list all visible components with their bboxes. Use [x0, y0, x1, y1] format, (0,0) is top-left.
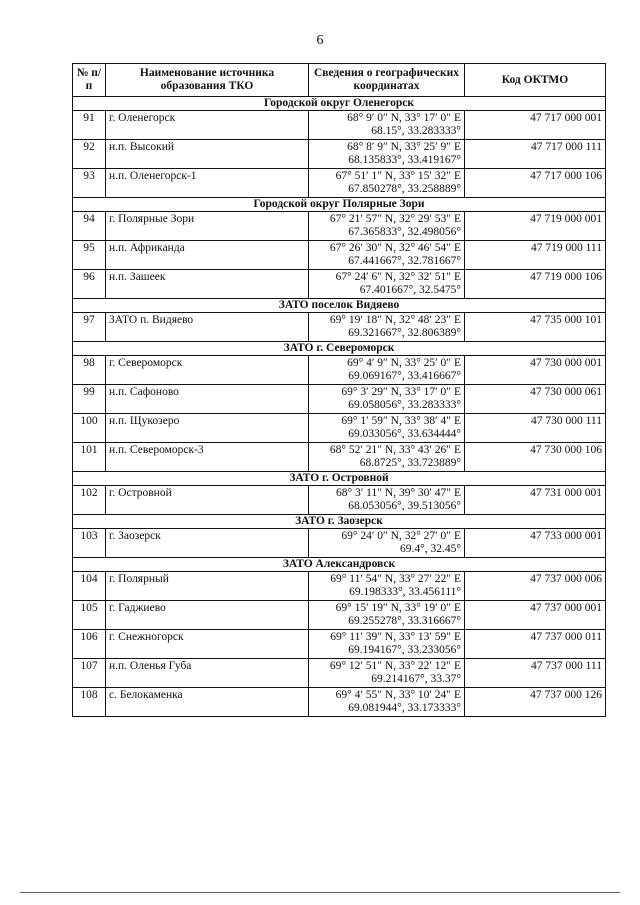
- oktmo-code: 47 719 000 106: [465, 270, 606, 299]
- row-number: 107: [73, 659, 106, 688]
- source-name: г. Полярные Зори: [106, 212, 309, 241]
- oktmo-code: 47 717 000 111: [465, 140, 606, 169]
- oktmo-code: 47 719 000 001: [465, 212, 606, 241]
- row-number: 108: [73, 688, 106, 717]
- coordinates-cell: [309, 356, 465, 385]
- coordinates-cell: [309, 572, 465, 601]
- row-number: 103: [73, 529, 106, 558]
- coordinates-decimal: 68.053056°, 39.513056°: [348, 500, 461, 512]
- row-number: 99: [73, 385, 106, 414]
- source-name: г. Островной: [106, 486, 309, 515]
- oktmo-code: 47 731 000 001: [465, 486, 606, 515]
- coordinates-dms: 69° 11′ 39″ N, 33° 13′ 59″ E: [330, 631, 461, 643]
- coordinates-cell: [309, 111, 465, 140]
- coordinates-dms: 69° 4′ 9″ N, 33° 25′ 0″ E: [347, 357, 461, 369]
- group-row: [73, 342, 606, 356]
- oktmo-code: 47 717 000 106: [465, 169, 606, 198]
- group-row: [73, 198, 606, 212]
- coordinates-cell: [309, 313, 465, 342]
- table-header-row: [73, 64, 606, 97]
- coordinates-decimal: 67.441667°, 32.781667°: [348, 255, 461, 267]
- source-name: н.п. Оленегорск-1: [106, 169, 309, 198]
- coordinates-cell: [309, 212, 465, 241]
- header-oktmo: Код ОКТМО: [465, 64, 606, 97]
- bottom-scan-line: [20, 892, 620, 893]
- group-title: ЗАТО поселок Видяево: [73, 299, 606, 313]
- group-row: [73, 472, 606, 486]
- row-number: 96: [73, 270, 106, 299]
- table-row: [73, 529, 606, 558]
- row-number: 92: [73, 140, 106, 169]
- header-name: Наименование источника образования ТКО: [106, 64, 309, 97]
- coordinates-dms: 69° 11′ 54″ N, 33° 27′ 22″ E: [330, 573, 461, 585]
- coordinates-decimal: 68.135833°, 33.419167°: [348, 154, 461, 166]
- coordinates-dms: 69° 12′ 51″ N, 33° 22′ 12″ E: [329, 660, 461, 672]
- group-title: ЗАТО г. Островной: [73, 472, 606, 486]
- table-row: [73, 486, 606, 515]
- oktmo-code: 47 737 000 126: [465, 688, 606, 717]
- row-number: 100: [73, 414, 106, 443]
- row-number: 98: [73, 356, 106, 385]
- coordinates-cell: [309, 443, 465, 472]
- coordinates-decimal: 69.321667°, 32.806389°: [348, 327, 461, 339]
- coordinates-dms: 67° 21′ 57″ N, 32° 29′ 53″ E: [329, 213, 461, 225]
- coordinates-cell: [309, 486, 465, 515]
- oktmo-code: 47 730 000 001: [465, 356, 606, 385]
- table-row: [73, 385, 606, 414]
- group-row: [73, 558, 606, 572]
- coordinates-cell: [309, 385, 465, 414]
- coordinates-decimal: 69.069167°, 33.416667°: [348, 370, 461, 382]
- row-number: 95: [73, 241, 106, 270]
- coordinates-cell: [309, 630, 465, 659]
- source-name: г. Оленегорск: [106, 111, 309, 140]
- coordinates-dms: 69° 24′ 0″ N, 32° 27′ 0″ E: [341, 530, 461, 542]
- source-name: н.п. Зашеек: [106, 270, 309, 299]
- source-name: н.п. Щукозеро: [106, 414, 309, 443]
- oktmo-code: 47 737 000 011: [465, 630, 606, 659]
- oktmo-code: 47 737 000 006: [465, 572, 606, 601]
- header-num: № п/п: [73, 64, 106, 97]
- source-name: г. Заозерск: [106, 529, 309, 558]
- coordinates-decimal: 69.198333°, 33.456111°: [349, 586, 461, 598]
- coordinates-dms: 68° 52′ 21″ N, 33° 43′ 26″ E: [329, 444, 461, 456]
- coordinates-dms: 69° 15′ 19″ N, 33° 19′ 0″ E: [335, 602, 461, 614]
- coordinates-cell: [309, 241, 465, 270]
- table-row: [73, 630, 606, 659]
- coordinates-dms: 69° 3′ 29″ N, 33° 17′ 0″ E: [341, 386, 461, 398]
- source-name: н.п. Сафоново: [106, 385, 309, 414]
- table-row: [73, 688, 606, 717]
- coordinates-dms: 69° 1′ 59″ N, 33° 38′ 4″ E: [341, 415, 461, 427]
- group-row: [73, 299, 606, 313]
- table-row: [73, 414, 606, 443]
- row-number: 105: [73, 601, 106, 630]
- source-name: с. Белокаменка: [106, 688, 309, 717]
- coordinates-cell: [309, 659, 465, 688]
- coordinates-decimal: 69.058056°, 33.283333°: [348, 399, 461, 411]
- source-name: н.п. Североморск-3: [106, 443, 309, 472]
- oktmo-code: 47 719 000 111: [465, 241, 606, 270]
- coordinates-decimal: 67.401667°, 32.5475°: [359, 284, 461, 296]
- table-row: [73, 241, 606, 270]
- row-number: 91: [73, 111, 106, 140]
- table-row: [73, 356, 606, 385]
- row-number: 94: [73, 212, 106, 241]
- coordinates-dms: 68° 8′ 9″ N, 33° 25′ 9″ E: [347, 141, 461, 153]
- coordinates-dms: 67° 24′ 6″ N, 32° 32′ 51″ E: [335, 271, 461, 283]
- coordinates-decimal: 67.365833°, 32.498056°: [348, 226, 461, 238]
- source-name: н.п. Высокий: [106, 140, 309, 169]
- coordinates-decimal: 68.8725°, 33.723889°: [359, 457, 461, 469]
- group-title: ЗАТО Александровск: [73, 558, 606, 572]
- header-coords: Сведения о географических координатах: [309, 64, 465, 97]
- coordinates-cell: [309, 601, 465, 630]
- source-name: ЗАТО п. Видяево: [106, 313, 309, 342]
- table-row: [73, 659, 606, 688]
- oktmo-code: 47 730 000 061: [465, 385, 606, 414]
- coordinates-decimal: 69.033056°, 33.634444°: [348, 428, 461, 440]
- coordinates-dms: 68° 9′ 0″ N, 33° 17′ 0″ E: [347, 112, 461, 124]
- oktmo-code: 47 733 000 001: [465, 529, 606, 558]
- coordinates-decimal: 67.850278°, 33.258889°: [348, 183, 461, 195]
- oktmo-code: 47 737 000 001: [465, 601, 606, 630]
- source-name: н.п. Оленья Губа: [106, 659, 309, 688]
- table-row: [73, 313, 606, 342]
- coordinates-decimal: 69.4°, 32.45°: [400, 543, 461, 555]
- coordinates-dms: 67° 51′ 1″ N, 33° 15′ 32″ E: [335, 170, 461, 182]
- table-row: [73, 443, 606, 472]
- group-row: [73, 97, 606, 111]
- coordinates-cell: [309, 529, 465, 558]
- oktmo-code: 47 717 000 001: [465, 111, 606, 140]
- group-title: Городской округ Оленегорск: [73, 97, 606, 111]
- source-name: г. Полярный: [106, 572, 309, 601]
- group-title: ЗАТО г. Заозерск: [73, 515, 606, 529]
- group-title: ЗАТО г. Североморск: [73, 342, 606, 356]
- table-row: [73, 111, 606, 140]
- oktmo-code: 47 730 000 111: [465, 414, 606, 443]
- table-body: [73, 97, 606, 717]
- row-number: 106: [73, 630, 106, 659]
- source-name: г. Североморск: [106, 356, 309, 385]
- coordinates-cell: [309, 688, 465, 717]
- group-title: Городской округ Полярные Зори: [73, 198, 606, 212]
- group-row: [73, 515, 606, 529]
- row-number: 104: [73, 572, 106, 601]
- source-name: г. Снежногорск: [106, 630, 309, 659]
- page-number: 6: [316, 33, 324, 48]
- oktmo-code: 47 730 000 106: [465, 443, 606, 472]
- coordinates-decimal: 69.255278°, 33.316667°: [348, 615, 461, 627]
- coordinates-cell: [309, 270, 465, 299]
- coordinates-cell: [309, 140, 465, 169]
- oktmo-code: 47 735 000 101: [465, 313, 606, 342]
- source-name: н.п. Африканда: [106, 241, 309, 270]
- coordinates-decimal: 69.214167°, 33.37°: [371, 673, 461, 685]
- coordinates-dms: 69° 4′ 55″ N, 33° 10′ 24″ E: [335, 689, 461, 701]
- table-row: [73, 270, 606, 299]
- table-row: [73, 140, 606, 169]
- coordinates-decimal: 69.194167°, 33.233056°: [348, 644, 461, 656]
- coordinates-dms: 67° 26′ 30″ N, 32° 46′ 54″ E: [329, 242, 461, 254]
- table-row: [73, 572, 606, 601]
- coordinates-dms: 68° 3′ 11″ N, 39° 30′ 47″ E: [336, 487, 461, 499]
- row-number: 97: [73, 313, 106, 342]
- row-number: 102: [73, 486, 106, 515]
- coordinates-decimal: 68.15°, 33.283333°: [371, 125, 461, 137]
- row-number: 101: [73, 443, 106, 472]
- table-row: [73, 169, 606, 198]
- coordinates-cell: [309, 169, 465, 198]
- tko-sources-table: [72, 63, 606, 717]
- coordinates-cell: [309, 414, 465, 443]
- row-number: 93: [73, 169, 106, 198]
- coordinates-dms: 69° 19′ 18″ N, 32° 48′ 23″ E: [329, 314, 461, 326]
- oktmo-code: 47 737 000 111: [465, 659, 606, 688]
- table-row: [73, 212, 606, 241]
- source-name: г. Гаджиево: [106, 601, 309, 630]
- table-row: [73, 601, 606, 630]
- coordinates-decimal: 69.081944°, 33.173333°: [348, 702, 461, 714]
